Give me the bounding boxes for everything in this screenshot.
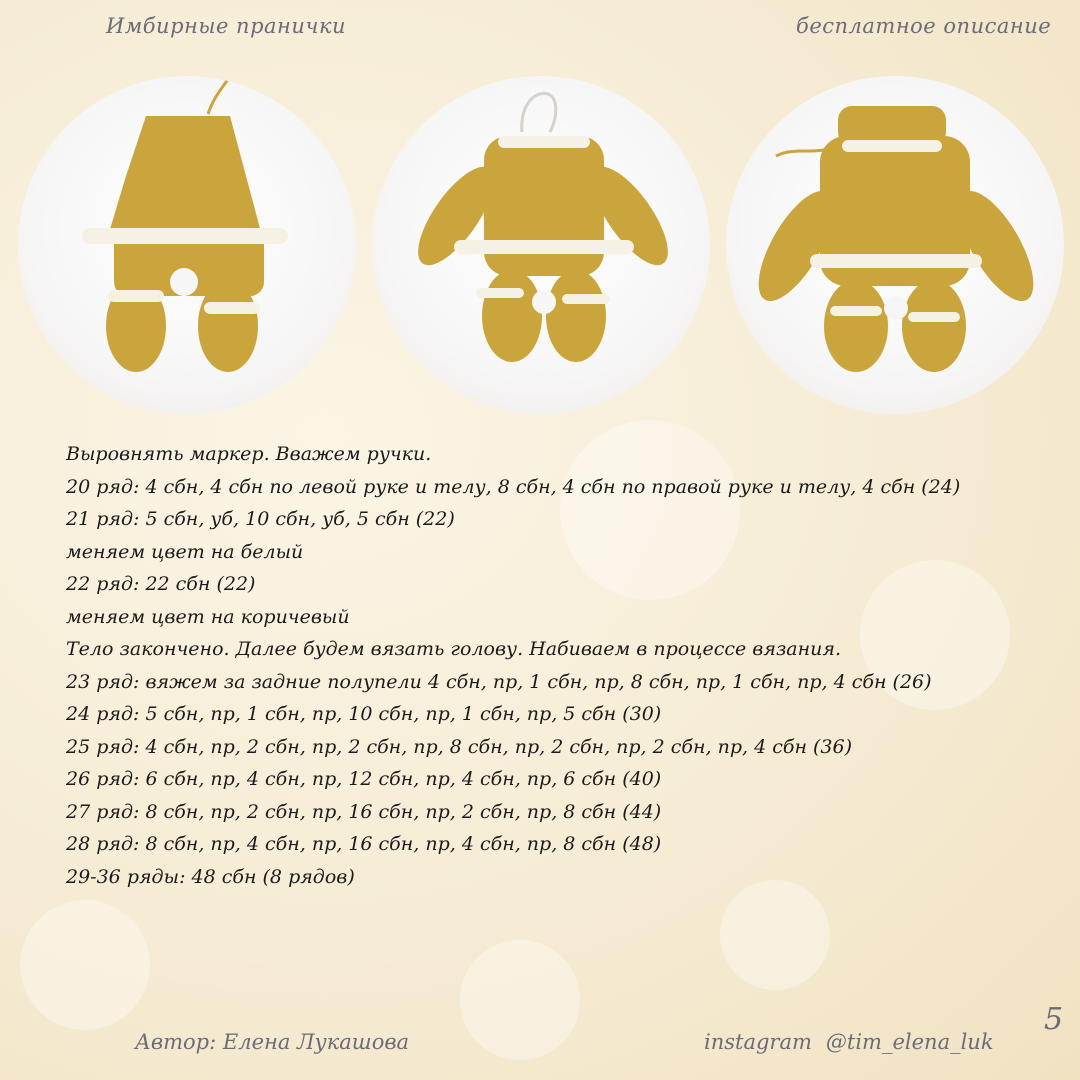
page-number: 5 bbox=[1044, 1002, 1064, 1037]
instruction-line: 25 ряд: 4 сбн, пр, 2 сбн, пр, 2 сбн, пр, 8 сбн, пр, 2 сбн, пр, 2 сбн, пр, 4 сбн (36) bbox=[66, 735, 852, 758]
instagram-label: instagram bbox=[704, 1030, 812, 1054]
bokeh-decoration bbox=[20, 900, 150, 1030]
instruction-line: 21 ряд: 5 сбн, уб, 10 сбн, уб, 5 сбн (22) bbox=[66, 508, 455, 530]
instruction-line: меняем цвет на коричевый bbox=[66, 605, 350, 628]
instruction-line: Выровнять маркер. Вважем ручки. bbox=[66, 443, 432, 465]
instruction-line: 26 ряд: 6 сбн, пр, 4 сбн, пр, 12 сбн, пр, 4 сбн, пр, 6 сбн (40) bbox=[66, 768, 662, 790]
instruction-line: Тело закончено. Далее будем вязать голову. Набиваем в процессе вязания. bbox=[66, 638, 842, 660]
crochet-body-with-arms-photo-icon bbox=[372, 76, 710, 414]
crochet-body-with-arms-back-photo-icon bbox=[726, 76, 1064, 414]
pattern-subtitle: бесплатное описание bbox=[796, 14, 1052, 38]
instruction-line: 20 ряд: 4 сбн, 4 сбн по левой руке и телу, 8 сбн, 4 сбн по правой руке и телу, 4 сбн (24) bbox=[66, 475, 961, 498]
pattern-title: Имбирные пранички bbox=[106, 14, 347, 38]
instruction-line: меняем цвет на белый bbox=[66, 540, 304, 563]
instagram-handle[interactable]: @tim_elena_luk bbox=[825, 1030, 994, 1054]
photo-body-front bbox=[18, 76, 356, 414]
instagram-credit bbox=[704, 1030, 1008, 1054]
instruction-line: 23 ряд: вяжем за задние полупели 4 сбн, пр, 1 сбн, пр, 8 сбн, пр, 1 сбн, пр, 4 сбн (26) bbox=[66, 670, 932, 693]
instruction-line: 27 ряд: 8 сбн, пр, 2 сбн, пр, 16 сбн, пр, 2 сбн, пр, 8 сбн (44) bbox=[66, 800, 662, 823]
instruction-line: 29-36 ряды: 48 сбн (8 рядов) bbox=[66, 865, 355, 888]
instruction-line: 24 ряд: 5 сбн, пр, 1 сбн, пр, 10 сбн, пр, 1 сбн, пр, 5 сбн (30) bbox=[66, 703, 662, 725]
author-credit: Автор: Елена Лукашова bbox=[135, 1030, 410, 1054]
instructions-list bbox=[66, 438, 1026, 893]
bokeh-decoration bbox=[460, 940, 580, 1060]
crochet-body-photo-front-icon bbox=[18, 76, 356, 414]
photo-body-back bbox=[726, 76, 1064, 414]
bokeh-decoration bbox=[720, 880, 830, 990]
instruction-line: 28 ряд: 8 сбн, пр, 4 сбн, пр, 16 сбн, пр, 4 сбн, пр, 8 сбн (48) bbox=[66, 833, 662, 855]
photo-body-with-arms bbox=[372, 76, 710, 414]
instruction-line: 22 ряд: 22 сбн (22) bbox=[66, 573, 256, 595]
